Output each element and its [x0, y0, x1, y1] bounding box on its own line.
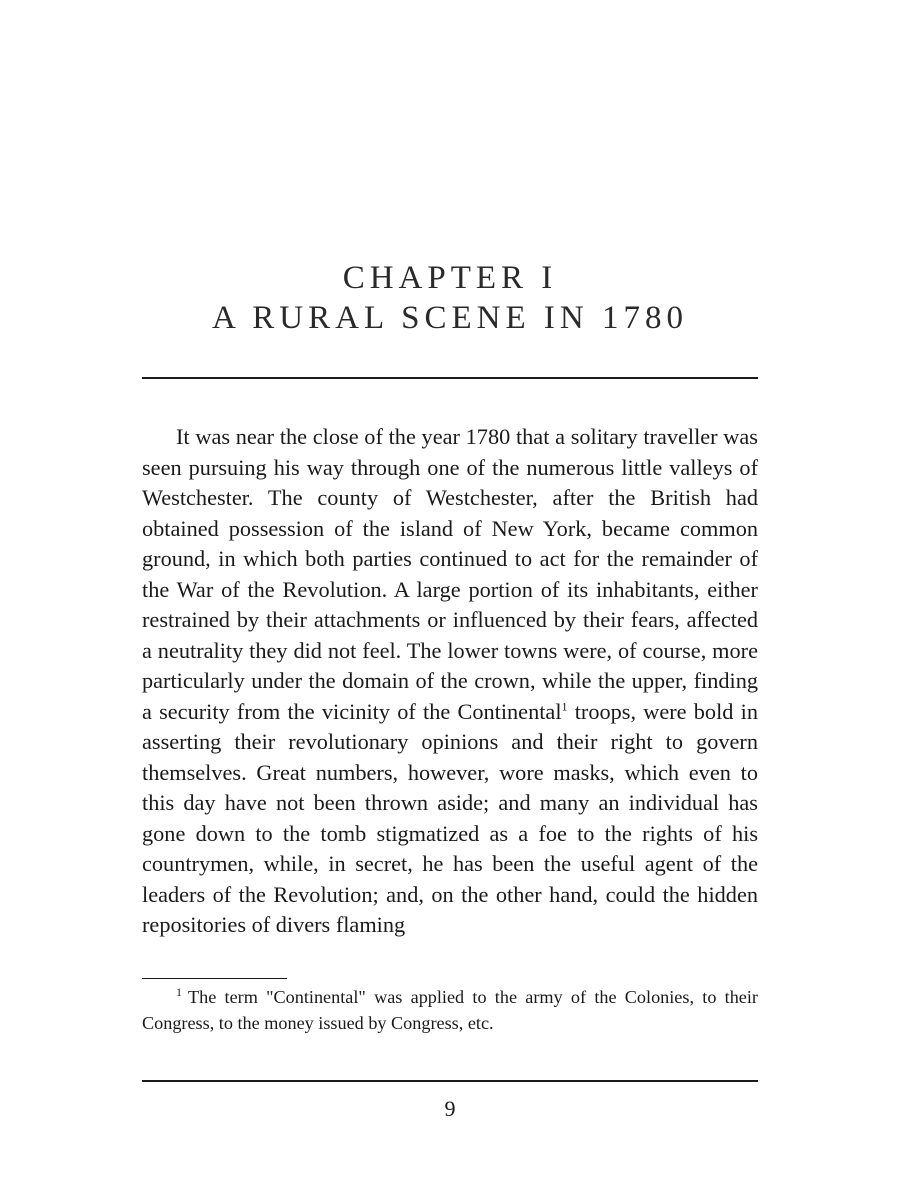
chapter-title: A RURAL SCENE IN 1780 — [212, 300, 688, 336]
body-text-part-2: troops, were bold in asserting their revolutionary opinions and their right to govern themselves. Great numbers, however, wore masks, which even to this day have not been thrown aside; and many an individual has gone down to the tomb stigmatized as a foe to the rights of his countrymen, while, in secret, he has been the useful agent of the leaders of the Revolution; and, on the other hand, could the hidden repositories of divers flaming — [142, 698, 758, 937]
footer-divider — [142, 1080, 758, 1082]
footnote-text: The term "Continental" was applied to the army of the Colonies, to their Congress, to the money issued by Congress, etc. — [142, 987, 758, 1033]
body-text-part-1: It was near the close of the year 1780 that a solitary traveller was seen pursuing his way through one of the numerous little valleys of Westchester. The county of Westchester, after the British had obtained possession of the island of New York, became common ground, in which both parties continued to act for the remainder of the War of the Revolution. A large portion of its inhabitants, either restrained by their attachments or influenced by their fears, affected a neutrality they did not feel. The lower towns were, of course, more particularly under the domain of the crown, while the upper, finding a security from the vicinity of the Continental — [142, 424, 758, 724]
heading-divider — [142, 377, 758, 379]
chapter-number: CHAPTER I — [342, 260, 558, 296]
footnote-reference: 1 — [561, 699, 568, 714]
page-number: 9 — [444, 1096, 456, 1121]
footnote-divider — [142, 978, 287, 979]
footnote — [142, 984, 758, 1036]
footnote-marker: 1 — [176, 984, 182, 999]
body-paragraph — [142, 422, 758, 941]
